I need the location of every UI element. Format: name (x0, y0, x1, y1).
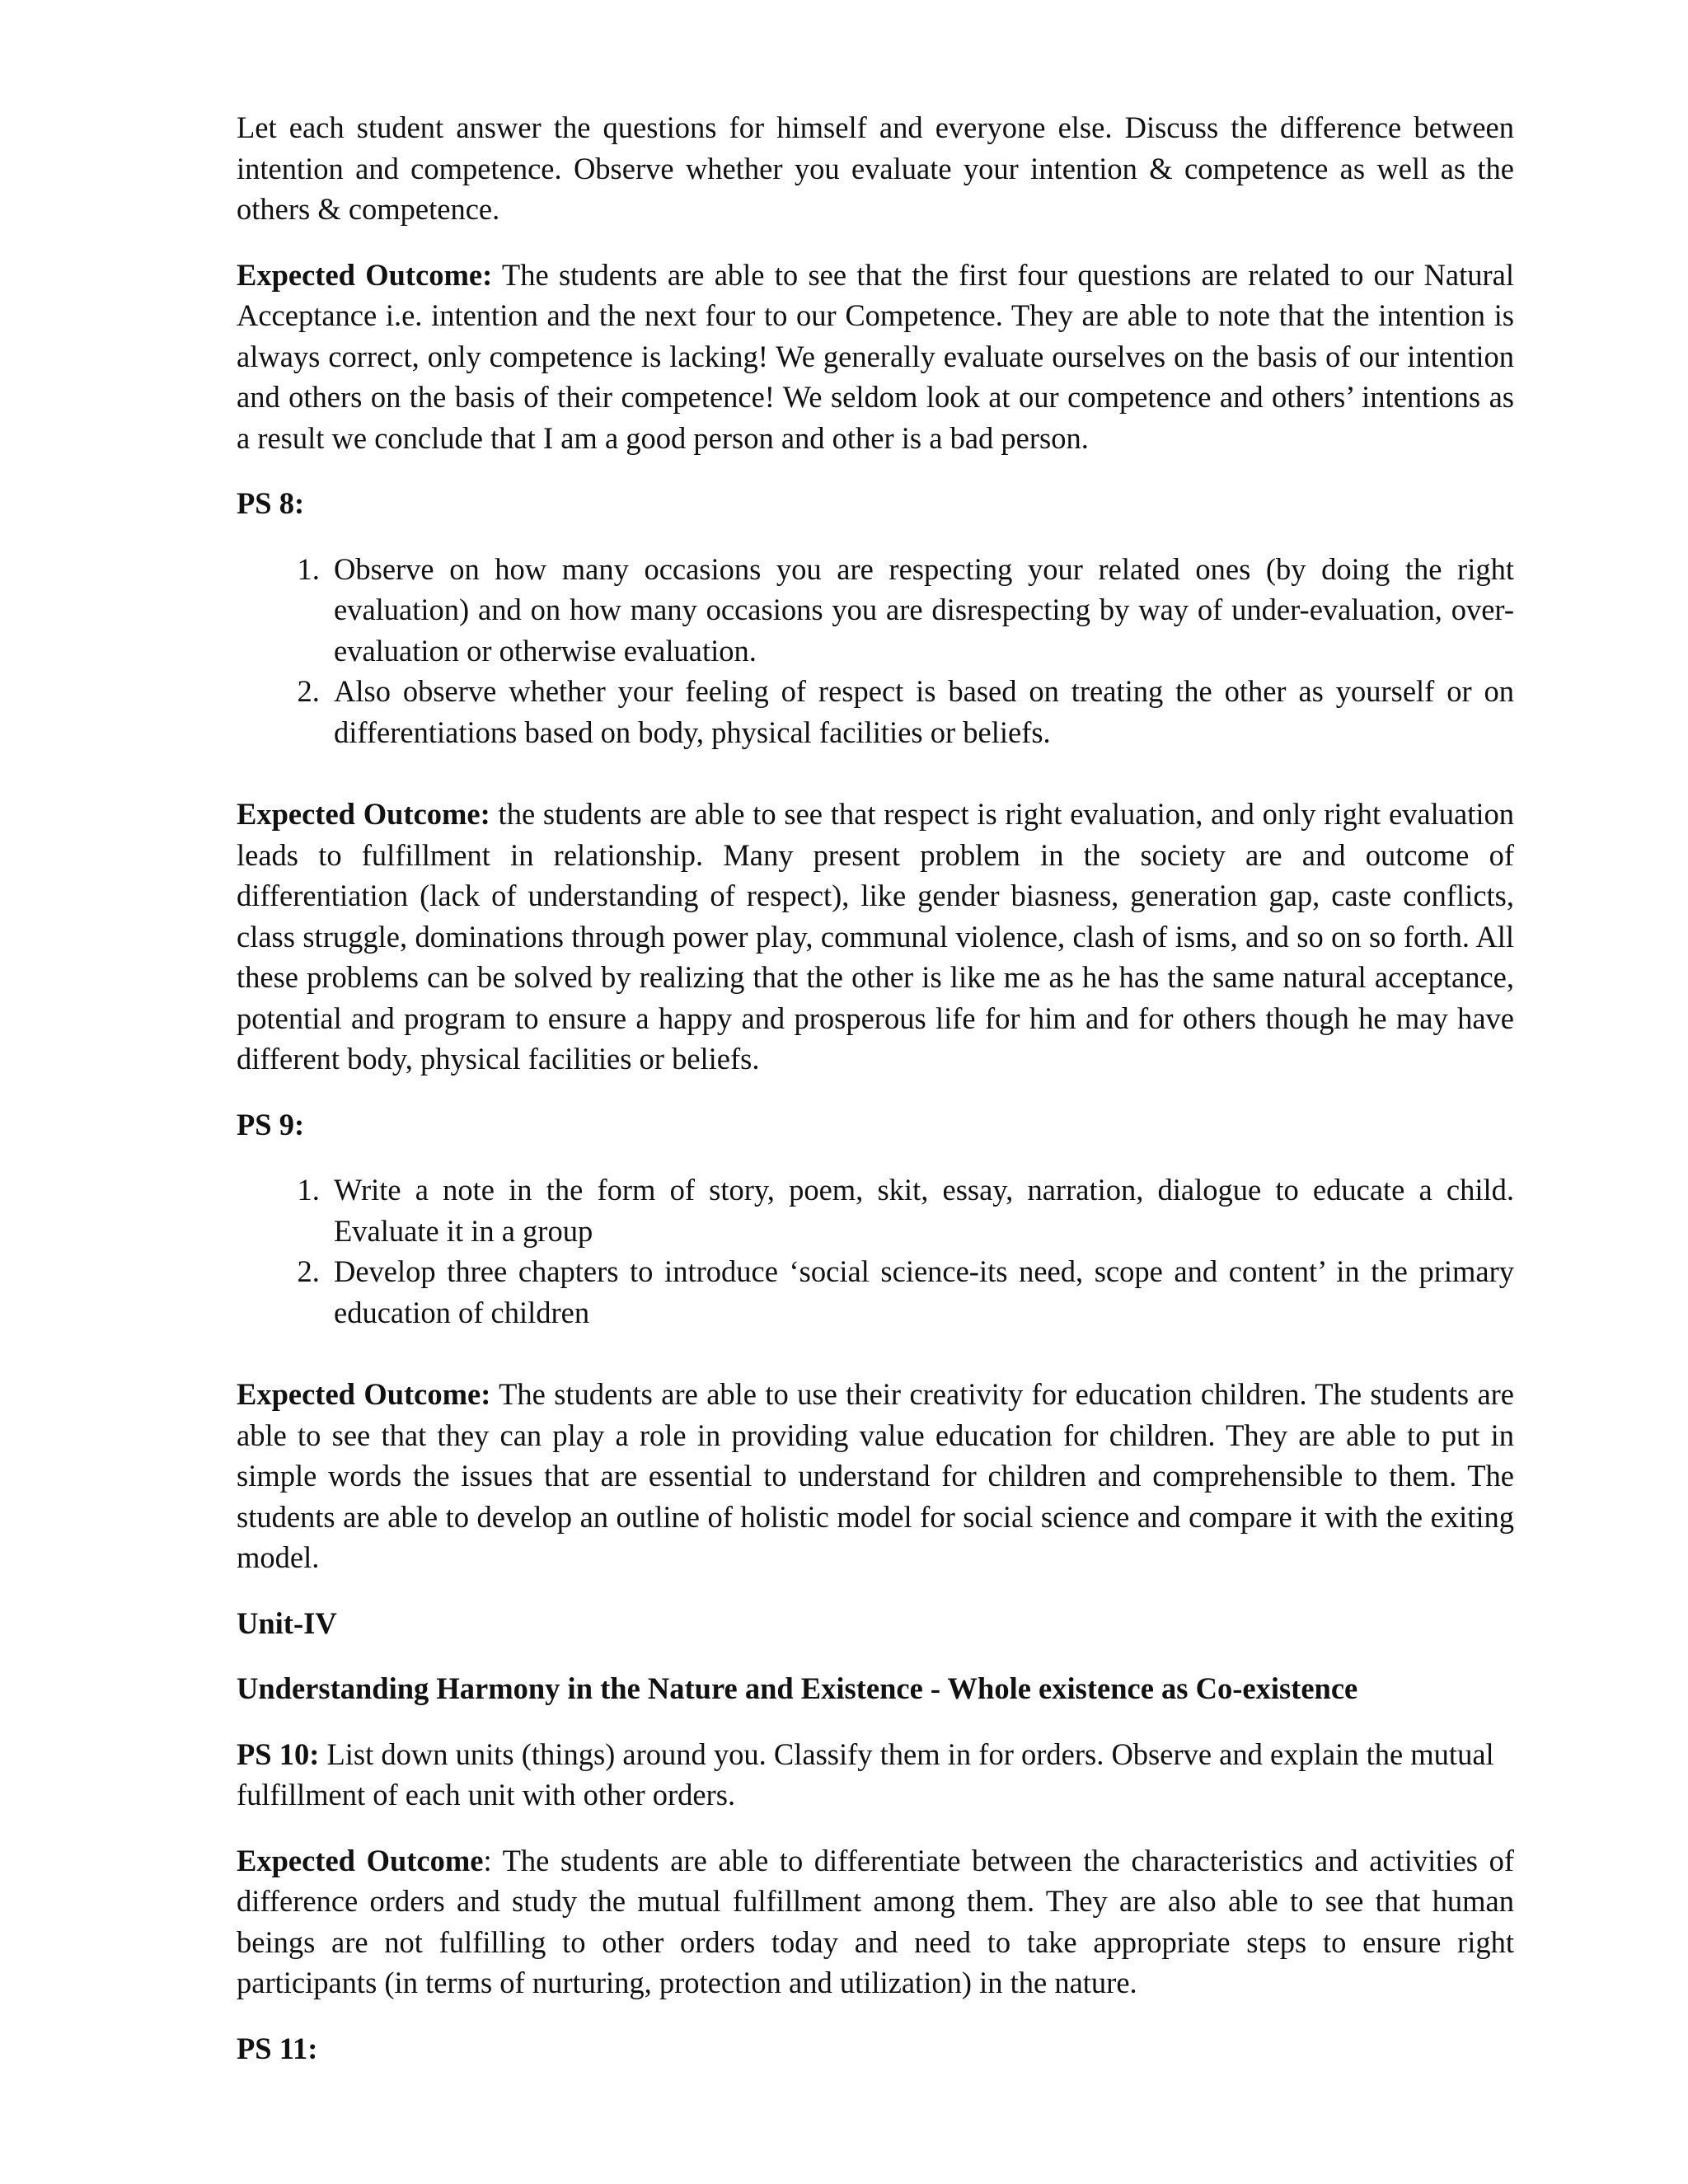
expected-outcome-paragraph-3 (237, 1374, 1514, 1578)
unit-title: Understanding Harmony in the Nature and Existence - Whole existence as Co-existence (237, 1671, 1358, 1705)
expected-outcome-text: The students are able to see that the first four questions are related to our Natural Acceptance i.e. intention and the next four to our Competence. They are able to note that the intention is always correct, only competence is lacking! We generally evaluate ourselves on the basis of our intention and others on the basis of their competence! We seldom look at our competence and others’ intentions as a result we conclude that I am a good person and other is a bad person. (237, 257, 1514, 455)
ps8-heading: PS 8: (237, 486, 305, 520)
expected-outcome-label: Expected Outcome: (237, 797, 490, 831)
expected-outcome-label: Expected Outcome: (237, 1377, 491, 1411)
ps9-heading: PS 9: (237, 1107, 305, 1141)
list-item: 1. Write a note in the form of story, poem, skit, essay, narration, dialogue to educate a child. Evaluate it in a group (327, 1169, 1514, 1251)
ps11-heading: PS 11: (237, 2031, 318, 2065)
expected-outcome-label: Expected Outcome (237, 1843, 484, 1877)
list-item: 2. Also observe whether your feeling of respect is based on treating the other as yourself or on differentiations based on body, physical facilities or beliefs. (327, 671, 1514, 752)
list-item: 1. Observe on how many occasions you are respecting your related ones (by doing the right evaluation) and on how many occasions you are disrespecting by way of under-evaluation, over-evaluation or otherwise evaluation. (327, 549, 1514, 672)
ps9-list (237, 1169, 1514, 1333)
ps8-list (237, 549, 1514, 753)
expected-outcome-text: The students are able to use their creativity for education children. The students are able to see that they can play a role in providing value education for children. They are able to put in simple words the issues that are essential to understand for children and comprehensible to them. The students are able to develop an outline of holistic model for social science and compare it with the exiting model. (237, 1377, 1514, 1574)
list-item: 2. Develop three chapters to introduce ‘social science-its need, scope and content’ in the primary education of children (327, 1251, 1514, 1333)
intro-paragraph: Let each student answer the questions for himself and everyone else. Discuss the difference between intention and competence. Observe whether you evaluate your intention & competence as well as the others & competence. (237, 110, 1514, 226)
document-page (237, 107, 1514, 2069)
expected-outcome-label: Expected Outcome: (237, 257, 493, 292)
unit-heading: Unit-IV (237, 1605, 337, 1640)
expected-outcome-text: : The students are able to differentiate between the characteristics and activities of difference orders and study the mutual fulfillment among them. They are also able to see that human beings are not fulfilling to other orders today and need to take appropriate steps to ensure right participants (in terms of nurturing, protection and utilization) in the nature. (237, 1843, 1514, 1999)
expected-outcome-paragraph-1 (237, 255, 1514, 459)
expected-outcome-paragraph-2 (237, 794, 1514, 1080)
ps10-paragraph (237, 1734, 1514, 1816)
ps10-label: PS 10: (237, 1736, 320, 1771)
expected-outcome-text: the students are able to see that respect is right evaluation, and only right evaluation leads to fulfillment in relationship. Many present problem in the society are and outcome of differentiation (lack of understanding of respect), like gender biasness, generation gap, caste conflicts, class struggle, dominations through power play, communal violence, clash of isms, and so on so forth. All these problems can be solved by realizing that the other is like me as he has the same natural acceptance, potential and program to ensure a happy and prosperous life for him and for others though he may have different body, physical facilities or beliefs. (237, 797, 1514, 1076)
expected-outcome-paragraph-4 (237, 1840, 1514, 2004)
ps10-text: List down units (things) around you. Classify them in for orders. Observe and explain the mutual fulfillment of each unit with other orders. (237, 1736, 1494, 1811)
